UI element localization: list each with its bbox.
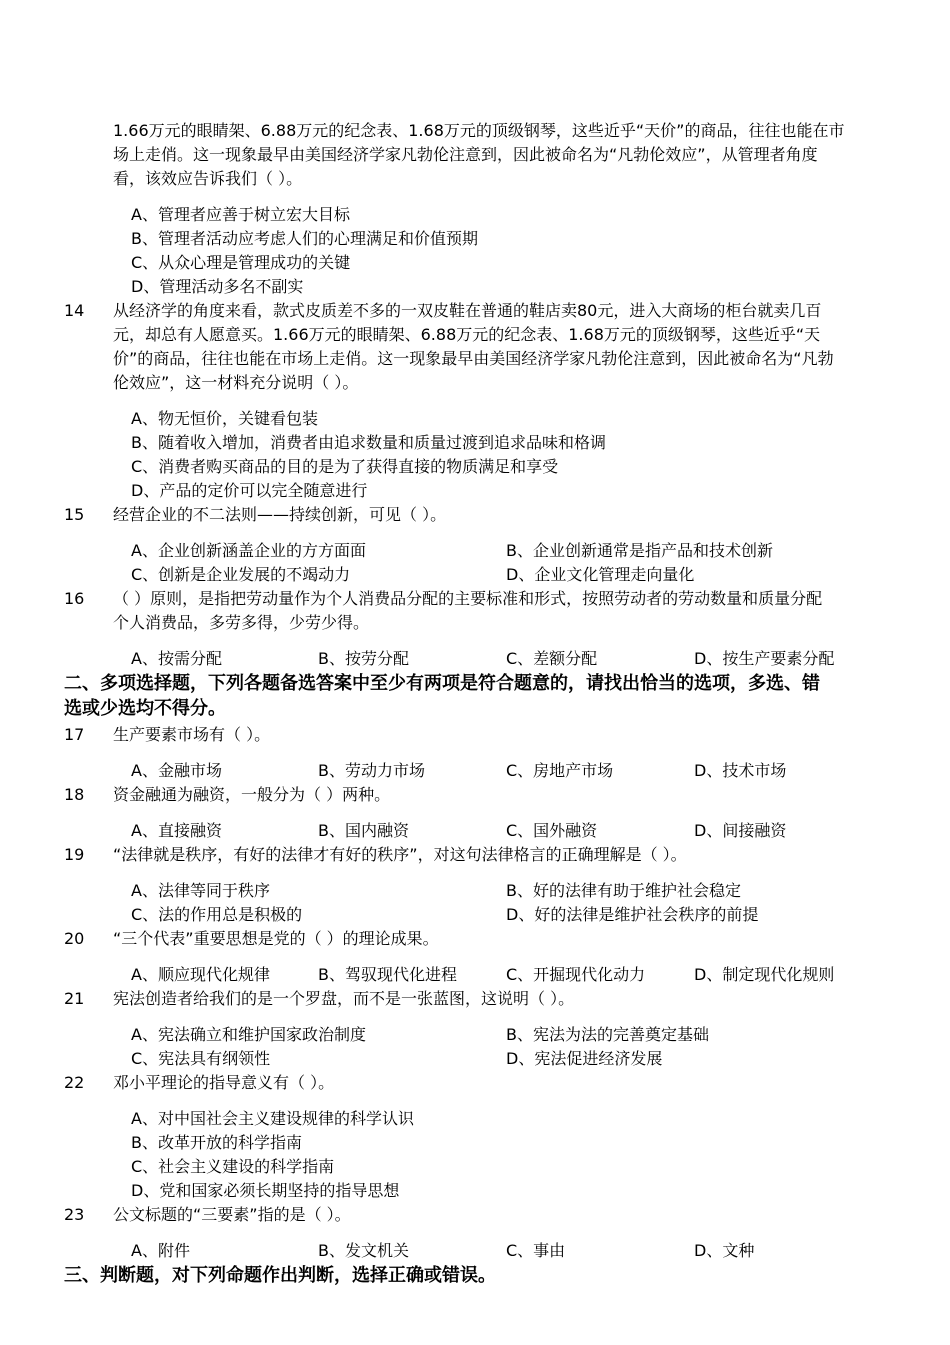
question-number: 20 [64,929,85,948]
question-text-line: 伦效应”，这一材料充分说明（ ）。 [113,373,359,392]
question-text-line: 看，该效应告诉我们（ ）。 [113,169,303,188]
option-a[interactable]: A、物无恒价，关键看包装 [131,409,318,428]
option-c[interactable]: C、法的作用总是积极的 [131,905,303,924]
option-c[interactable]: C、国外融资 [506,821,598,840]
option-b[interactable]: B、发文机关 [318,1241,409,1260]
option-d[interactable]: D、产品的定价可以完全随意进行 [131,481,368,500]
option-d[interactable]: D、党和国家必须长期坚持的指导思想 [131,1181,400,1200]
option-c[interactable]: C、创新是企业发展的不竭动力 [131,565,351,584]
option-a[interactable]: A、按需分配 [131,649,222,668]
question-number: 18 [64,785,85,804]
option-d[interactable]: D、宪法促进经济发展 [506,1049,663,1068]
option-c[interactable]: C、差额分配 [506,649,598,668]
question-text-line: 从经济学的角度来看，款式皮质差不多的一双皮鞋在普通的鞋店卖80元，进入大商场的柜台就卖几百 [113,301,822,320]
option-c[interactable]: C、社会主义建设的科学指南 [131,1157,335,1176]
option-b[interactable]: B、劳动力市场 [318,761,425,780]
option-a[interactable]: A、金融市场 [131,761,222,780]
option-b[interactable]: B、驾驭现代化进程 [318,965,457,984]
section-heading: 三、判断题，对下列命题作出判断，选择正确或错误。 [64,1265,496,1286]
option-b[interactable]: B、宪法为法的完善奠定基础 [506,1025,709,1044]
option-c[interactable]: C、宪法具有纲领性 [131,1049,271,1068]
option-a[interactable]: A、附件 [131,1241,190,1260]
question-text-line: 经营企业的不二法则——持续创新，可见（ ）。 [113,505,447,524]
option-b[interactable]: B、按劳分配 [318,649,409,668]
option-d[interactable]: D、企业文化管理走向量化 [506,565,695,584]
option-d[interactable]: D、按生产要素分配 [694,649,835,668]
question-text-line: 1.66万元的眼睛架、6.88万元的纪念表、1.68万元的顶级钢琴，这些近乎“天价”的商品，往往也能在市 [113,121,845,140]
question-text-line: 资金融通为融资，一般分为（ ）两种。 [113,785,391,804]
option-a[interactable]: A、直接融资 [131,821,222,840]
question-number: 15 [64,505,85,524]
option-c[interactable]: C、房地产市场 [506,761,614,780]
section-heading: 二、多项选择题，下列各题备选答案中至少有两项是符合题意的，请找出恰当的选项，多选、错 [64,673,820,694]
option-b[interactable]: B、企业创新通常是指产品和技术创新 [506,541,773,560]
question-number: 14 [64,301,85,320]
option-a[interactable]: A、对中国社会主义建设规律的科学认识 [131,1109,414,1128]
question-text-line: 场上走俏。这一现象最早由美国经济学家凡勃伦注意到，因此被命名为“凡勃伦效应”，从管理者角度 [113,145,818,164]
question-number: 23 [64,1205,85,1224]
question-number: 22 [64,1073,85,1092]
option-d[interactable]: D、间接融资 [694,821,787,840]
option-a[interactable]: A、管理者应善于树立宏大目标 [131,205,350,224]
option-c[interactable]: C、从众心理是管理成功的关键 [131,253,351,272]
question-text-line: 元，却总有人愿意买。1.66万元的眼睛架、6.88万元的纪念表、1.68万元的顶级钢琴，这些近乎“天 [113,325,821,344]
option-d[interactable]: D、技术市场 [694,761,787,780]
option-b[interactable]: B、改革开放的科学指南 [131,1133,302,1152]
option-b[interactable]: B、国内融资 [318,821,409,840]
question-text-line: 公文标题的“三要素”指的是（ ）。 [113,1205,351,1224]
question-text-line: 生产要素市场有（ ）。 [113,725,271,744]
question-text-line: “三个代表”重要思想是党的（ ）的理论成果。 [113,929,439,948]
option-c[interactable]: C、开掘现代化动力 [506,965,646,984]
option-a[interactable]: A、顺应现代化规律 [131,965,270,984]
question-number: 17 [64,725,85,744]
option-b[interactable]: B、好的法律有助于维护社会稳定 [506,881,741,900]
question-text-line: “法律就是秩序，有好的法律才有好的秩序”，对这句法律格言的正确理解是（ ）。 [113,845,687,864]
option-b[interactable]: B、管理者活动应考虑人们的心理满足和价值预期 [131,229,478,248]
question-text-line: 价”的商品，往往也能在市场上走俏。这一现象最早由美国经济学家凡勃伦注意到，因此被命名为“凡勃 [113,349,834,368]
question-text-line: 邓小平理论的指导意义有（ ）。 [113,1073,335,1092]
question-number: 21 [64,989,85,1008]
option-c[interactable]: C、事由 [506,1241,566,1260]
option-d[interactable]: D、管理活动多名不副实 [131,277,304,296]
question-text-line: （ ）原则，是指把劳动量作为个人消费品分配的主要标准和形式，按照劳动者的劳动数量和质量分配 [113,589,823,608]
option-a[interactable]: A、法律等同于秩序 [131,881,270,900]
question-text-line: 宪法创造者给我们的是一个罗盘，而不是一张蓝图，这说明（ ）。 [113,989,575,1008]
option-d[interactable]: D、好的法律是维护社会秩序的前提 [506,905,759,924]
option-d[interactable]: D、文种 [694,1241,755,1260]
question-text-line: 个人消费品，多劳多得，少劳少得。 [113,613,370,632]
section-heading: 选或少选均不得分。 [64,698,226,719]
question-number: 19 [64,845,85,864]
option-b[interactable]: B、随着收入增加，消费者由追求数量和质量过渡到追求品味和格调 [131,433,606,452]
option-a[interactable]: A、宪法确立和维护国家政治制度 [131,1025,366,1044]
option-c[interactable]: C、消费者购买商品的目的是为了获得直接的物质满足和享受 [131,457,559,476]
option-a[interactable]: A、企业创新涵盖企业的方方面面 [131,541,366,560]
question-number: 16 [64,589,85,608]
option-d[interactable]: D、制定现代化规则 [694,965,835,984]
